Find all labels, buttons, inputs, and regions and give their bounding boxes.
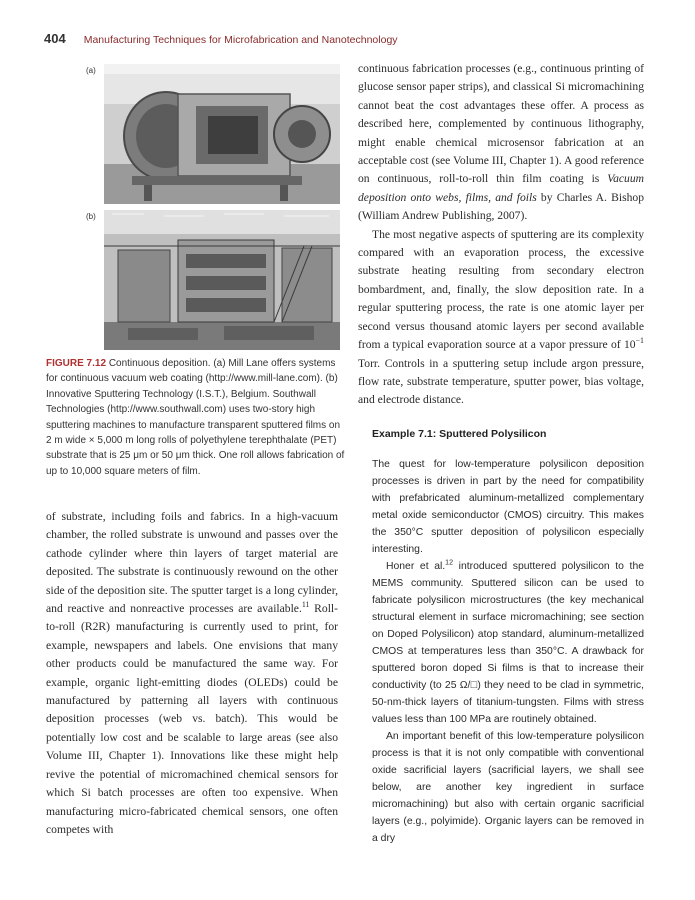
example-body <box>372 456 644 847</box>
photo-web-coater <box>104 64 340 204</box>
example-paragraph-2: Honer et al.$^{12}$ introduced sputtered polysilicon to the MEMS community. Sputtered silicon can be used to fabricate polysilicon microstructures (the key mechanical structural element in surface micromachining; see section on Doped Polysilicon) atop standard, aluminum-metallized CMOS at temperatures less than 350°C. A drawback for sputtered boron doped Si films is that to increase their conductivity (to 25 Ω/□) they need to be clad in symmetric, 50-nm-thick layers of titanium-tungsten. Films with stress values less than 100 MPa are routinely obtained. <box>372 559 644 725</box>
example-box <box>372 428 644 847</box>
example-paragraph-1: The quest for low-temperature polysilicon deposition processes is driven in part by the need for compatibility with prefabricated aluminum-metallized complementary metal oxide semiconductor (CMOS) circuitry. This makes the 350°C sputter deposition of polysilicon especially interesting. <box>372 459 644 555</box>
photo-sputtering-plant <box>104 210 340 350</box>
example-paragraph-3: An important benefit of this low-temperature polysilicon process is that it is not only compatible with conventional oxide sacrificial layers (sacrificial layers, we shall see below, are another key ingredient in surface micromachining) but also with certain organic sacrificial layers (e.g., polyimide). Organic layers can be removed in a dry <box>372 731 644 844</box>
right-paragraph-2: The most negative aspects of sputtering are its complexity compared with an evaporation process, the excessive substrate heating resulting from secondary electron bombardment, and, finally, the slow deposition rate. In a regular sputtering process, the rate is one atomic layer per second versus thousand atomic layers per second available from a typical evaporation source at a vapor pressure of $10^{-1}$ Torr. Controls in a sputtering setup include argon pressure, flow rate, substrate temperature, sputter power, bias voltage, and electrode distance. <box>358 227 644 407</box>
left-column <box>46 508 338 839</box>
panel-b-label: (b) <box>86 212 96 221</box>
example-title: Example 7.1: Sputtered Polysilicon <box>372 428 547 440</box>
panel-a-label: (a) <box>86 66 96 75</box>
right-paragraph-1: continuous fabrication processes (e.g., continuous printing of glucose sensor paper strips), and classical Si micromachining cannot beat the cost advantages these offer. A process as described here, complemented by continuous lithography, might enable chemical microsensor fabrication at an acceptable cost (see Volume III, Chapter 1). A good reference on continuous, roll-to-roll thin film coating is Vacuum deposition onto webs, films, and foils by Charles A. Bishop (William Andrew Publishing, 2007). <box>358 62 644 223</box>
page-number: 404 <box>44 31 66 46</box>
figure-caption <box>46 356 346 479</box>
caption-text: Continuous deposition. (a) Mill Lane offers systems for continuous vacuum web coating (http://www.mill-lane.com). (b) Innovative Sputtering Technology (I.S.T.), Belgium. Southwall Technologies (http://www.southwall.com) uses two-story high sputtering machines to manufacture transparent sputtered films on 2 m wide × 5,000 m long rolls of polyethylene terephthalate (PET) substrate that is 25 μm or 50 μm thick. One roll allows fabrication of up to 10,000 square meters of film. <box>46 358 345 477</box>
left-paragraph: of substrate, including foils and fabrics. In a high-vacuum chamber, the rolled substrate is unwound and passes over the cathode cylinder where thin layers of target material are deposited. The substrate is continuously rewound on the other side of the deposition site. The sputter target is a long cylinder, and reactive and nonreactive processes are available.$^{11}$ Roll-to-roll (R2R) manufacturing is currently used to print, for example, newspapers and labels. One envisions that many other products could be manufactured the same way. For example, organic light-emitting diodes (OLEDs) could be manufactured by patterning all layers with continuous deposition processes (web vs. batch). This would be potentially low cost and be scalable to large areas (see also Volume III, Chapter 1). Innovations like these might help revive the potential of micromachined chemical sensors for which Si batch processes are often too expensive. When manufacturing micro-fabricated chemical sensors, one often competes with <box>46 510 339 836</box>
page-header <box>44 30 398 48</box>
right-column <box>358 60 644 410</box>
figure-label: FIGURE 7.12 <box>46 358 107 369</box>
running-title: Manufacturing Techniques for Microfabrication and Nanotechnology <box>83 34 398 46</box>
book-title: Vacuum deposition onto webs, films, and foils <box>358 172 644 204</box>
